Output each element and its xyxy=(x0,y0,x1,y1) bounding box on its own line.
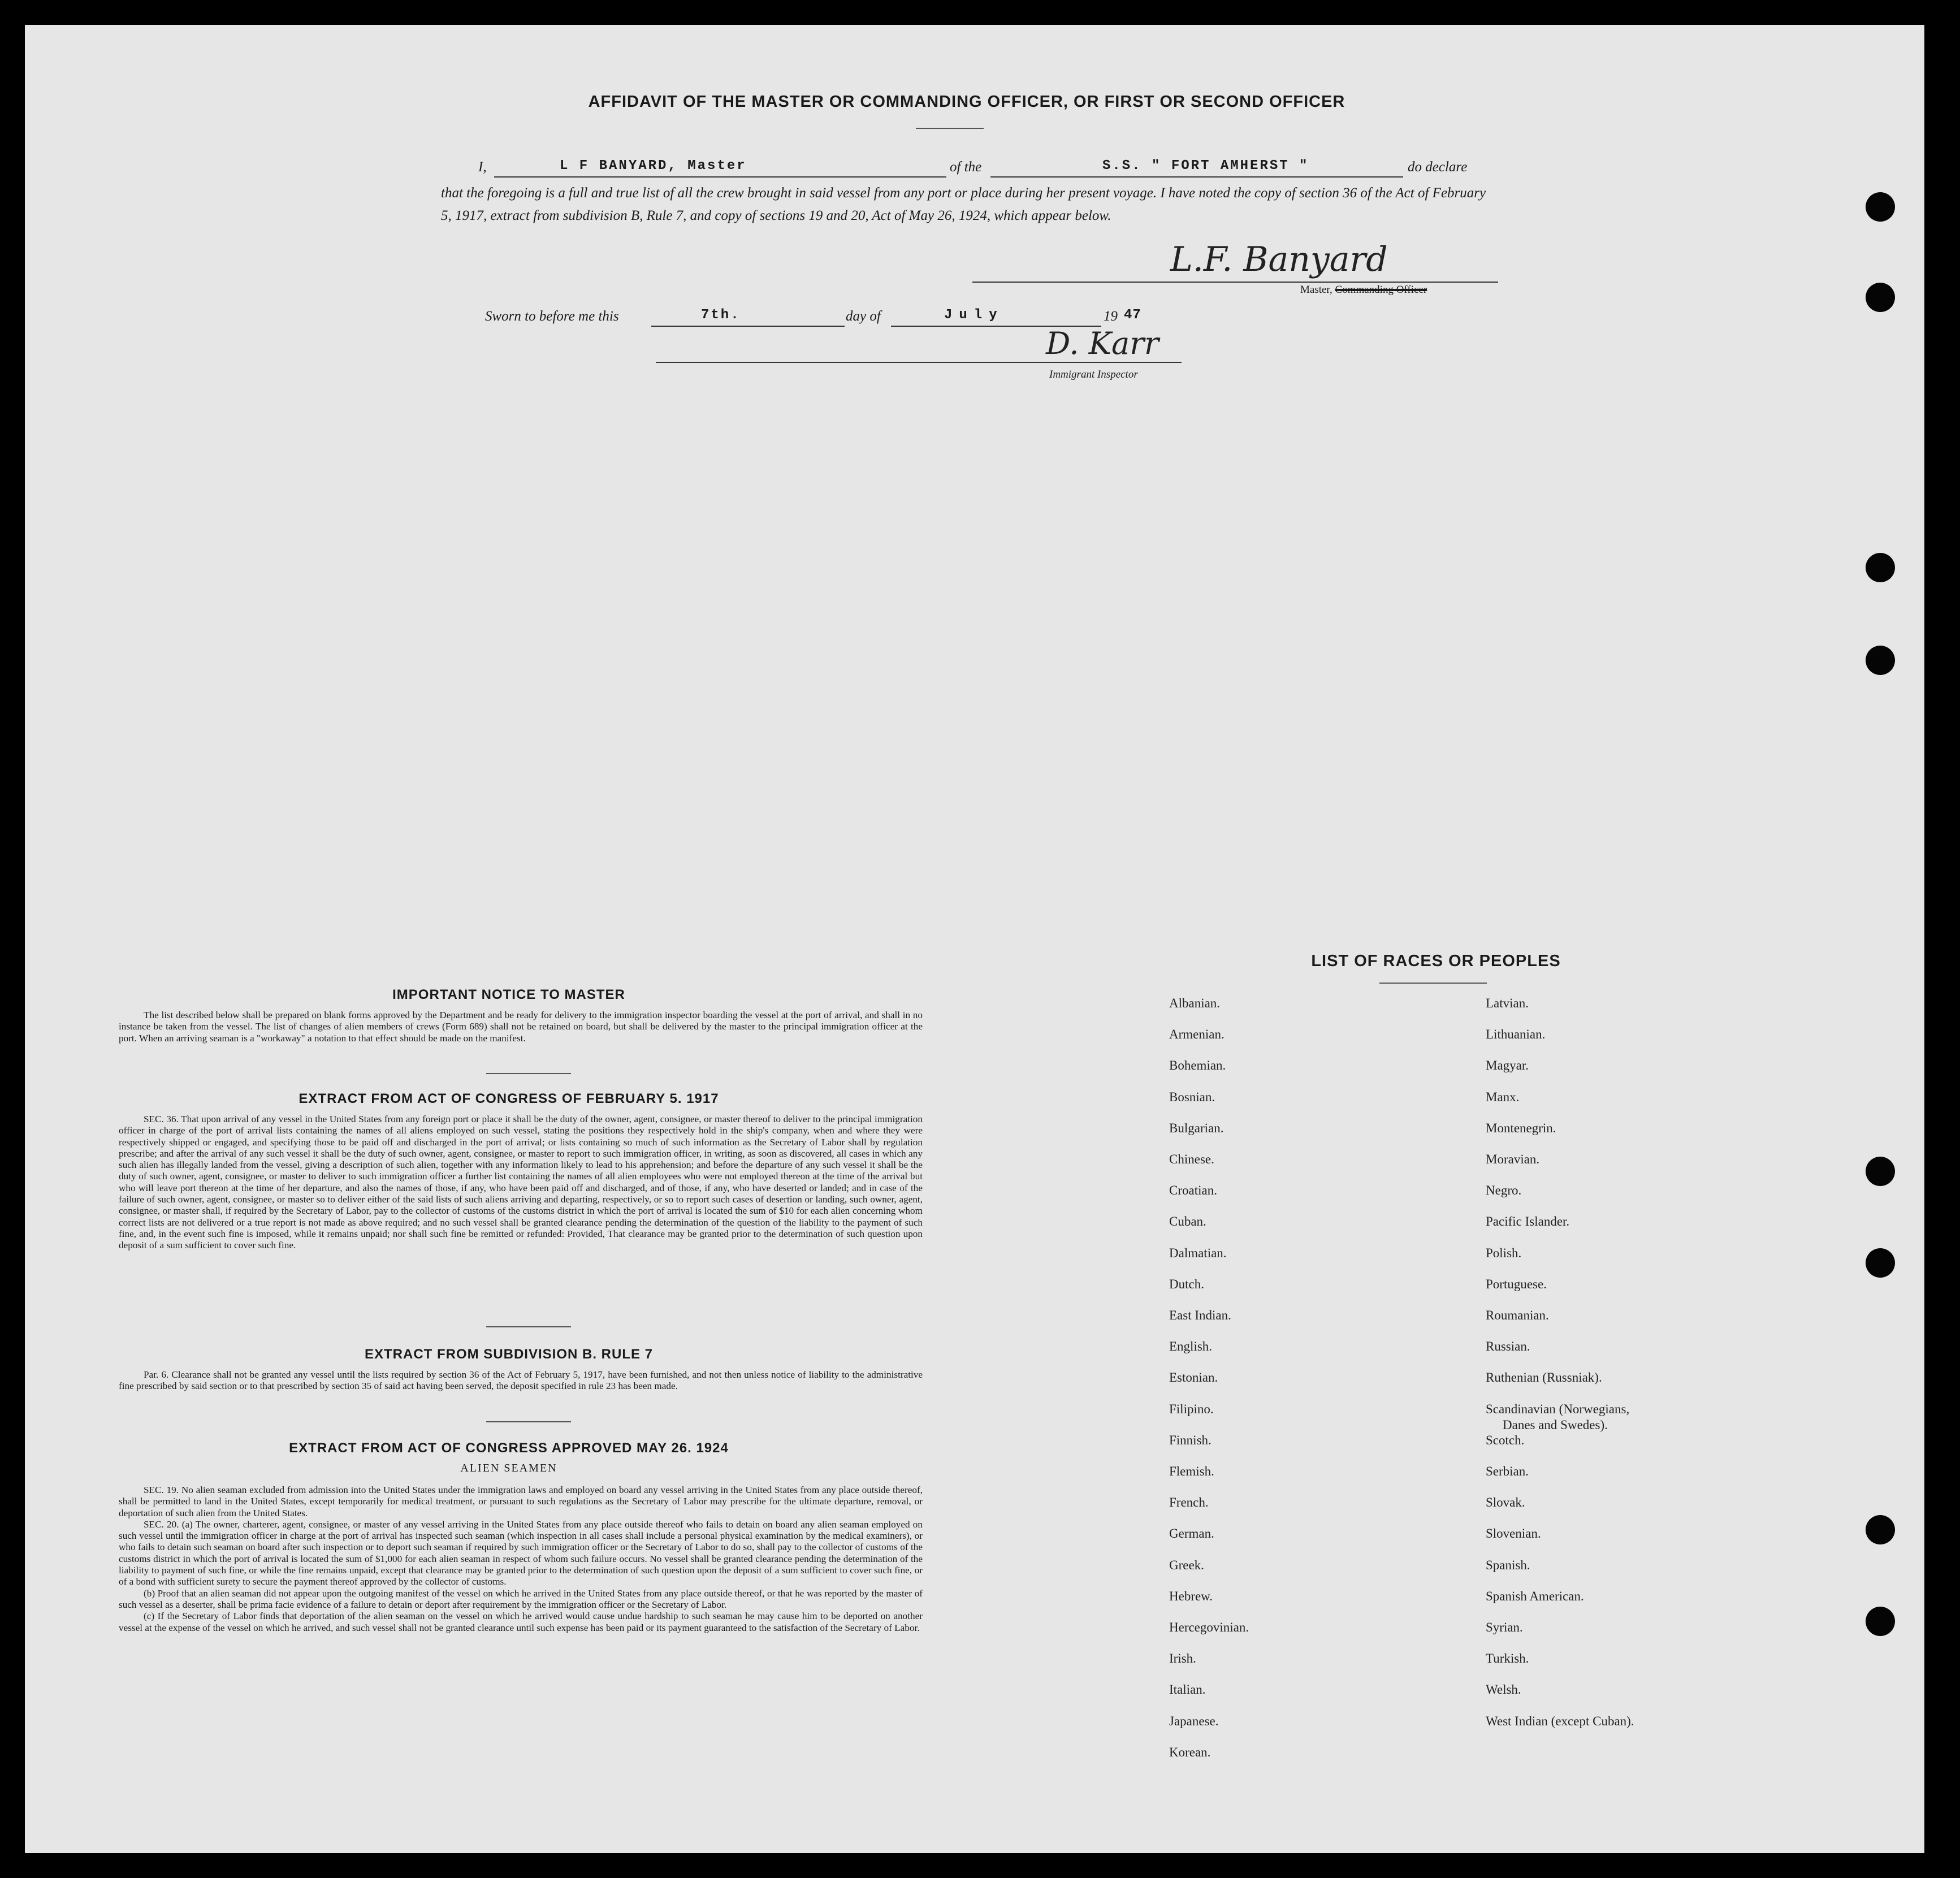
extract-1924-text xyxy=(119,1485,923,1634)
race-item: Spanish American. xyxy=(1486,1589,1584,1603)
race-item: Manx. xyxy=(1486,1089,1520,1104)
race-item: Danes and Swedes). xyxy=(1503,1417,1608,1432)
race-item: Scandinavian (Norwegians, xyxy=(1486,1401,1630,1416)
inspector-label: Immigrant Inspector xyxy=(1049,369,1138,380)
race-item: Hebrew. xyxy=(1169,1589,1213,1603)
punch-hole xyxy=(1866,1515,1895,1544)
year-typed: 47 xyxy=(1124,308,1141,323)
race-item: Irish. xyxy=(1169,1651,1196,1666)
race-item: Roumanian. xyxy=(1486,1308,1549,1322)
section-divider xyxy=(486,1421,571,1422)
race-item: Japanese. xyxy=(1169,1713,1219,1728)
race-item: Bulgarian. xyxy=(1169,1120,1224,1135)
race-item: East Indian. xyxy=(1169,1308,1231,1322)
race-item: West Indian (except Cuban). xyxy=(1486,1713,1634,1728)
race-item: Korean. xyxy=(1169,1745,1211,1759)
extract-rule7-title: EXTRACT FROM SUBDIVISION B. RULE 7 xyxy=(364,1347,654,1362)
race-item: Syrian. xyxy=(1486,1620,1523,1634)
race-item: English. xyxy=(1169,1339,1213,1354)
vessel-name-typed: S.S. " FORT AMHERST " xyxy=(1102,158,1309,174)
affidavit-body: that the foregoing is a full and true list of all the crew brought in said vessel from any port or place during her present voyage. I have noted the copy of section 36 of the Act of February 5, 1917, extract from subdivision B, Rule 7, and copy of sections 19 and 20, Act of May 26, 1924, which appear below. xyxy=(441,185,1486,223)
race-item: Bosnian. xyxy=(1169,1089,1215,1104)
title-divider xyxy=(916,128,984,129)
race-item: German. xyxy=(1169,1526,1214,1541)
i-label: I, xyxy=(478,159,487,175)
race-item: Montenegrin. xyxy=(1486,1120,1556,1135)
race-item: Chinese. xyxy=(1169,1152,1214,1166)
race-item: Italian. xyxy=(1169,1682,1206,1697)
race-item: Welsh. xyxy=(1486,1682,1521,1697)
race-item: Hercegovinian. xyxy=(1169,1620,1249,1634)
race-item: Estonian. xyxy=(1169,1370,1218,1385)
sec36-paragraph: SEC. 36. That upon arrival of any vessel in the United States from any foreign port or place it shall be the duty of the owner, agent, consignee, or master thereof to deliver to the principal immigration officer in charge of the port of arrival lists containing the names of all aliens employed on such vessel, stating the positions they respectively hold in the ship's company, when and where they were respectively shipped or engaged, and specifying those to be paid off and discharged in the port of arrival; or lists containing so much of such information as the Secretary of Labor shall by regulation prescribe; and after the arrival of any such vessel it shall be the duty of such owner, agent, consignee, or master to report to such immigration officer, in writing, as soon as discovered, all cases in which any such alien has illegally landed from the vessel, giving a description of such alien, together with any information likely to lead to his apprehension; and before the departure of any such vessel it shall be the duty of such owner, agent, consignee, or master to deliver to such immigration officer a further list containing the names of all alien employees who were not employed thereon at the time of the arrival but who will leave port thereon at the time of her departure, and also the names of those, if any, who have been paid off and discharged, and of those, if any, who have deserted or landed; and in case of the failure of such owner, agent, consignee, or master so to deliver either of the said lists of such aliens arriving and departing, respectively, or so to report such cases of desertion or landing, such owner, agent, consignee, or master shall, if required by the Secretary of Labor, pay to the collector of customs of the customs district in which the port of arrival is located the sum of $10 for each alien concerning whom correct lists are not delivered or a true report is not made as above required; and no such vessel shall be granted clearance pending the determination of the question of the liability to the payment of such fine, and, in the event such fine is imposed, while it remains unpaid; nor shall such fine be remitted or refunded: Provided, That clearance may be granted prior to the determination of such question upon deposit of a sum sufficient to cover such fine. xyxy=(119,1114,923,1251)
of-the-label: of the xyxy=(950,159,982,175)
race-item: Serbian. xyxy=(1486,1464,1529,1478)
notice-text xyxy=(119,1010,923,1044)
race-item: Albanian. xyxy=(1169,996,1221,1010)
extract-rule7-text xyxy=(119,1369,923,1392)
month-typed: July xyxy=(944,308,1004,323)
master-label xyxy=(1300,284,1427,296)
race-item: Dutch. xyxy=(1169,1276,1204,1291)
sec20a-paragraph: SEC. 20. (a) The owner, charterer, agent, consignee, or master of any vessel arriving in the United States from any place outside thereof who fails to detain on board any alien seaman employed on such vessel until the immigration officer in charge at the port of arrival has inspected such seaman (which inspection in all cases shall include a personal physical examination by the medical examiners), or who fails to detain such seaman on board after such inspection or to deport such seaman if required by such immigration officer or the Secretary of Labor to do so, shall pay to the collector of customs of the customs district in which the port of arrival is located the sum of $1,000 for each alien seaman in respect of whom such failure occurs. No vessel shall be granted clearance pending the determination of the liability to payment of such fine, or while the fine remains unpaid, except that clearance may be granted prior to the determination of such question upon the deposit of a sum sufficient to cover such fine, or of a bond with sufficient surety to secure the payment thereof approved by the collector of customs. xyxy=(119,1518,923,1587)
race-item: Dalmatian. xyxy=(1169,1245,1227,1260)
day-line xyxy=(651,309,845,327)
master-signature: L.F. Banyard xyxy=(1170,240,1388,279)
race-item: Negro. xyxy=(1486,1183,1522,1198)
extract-1917-text xyxy=(119,1114,923,1252)
race-item: Armenian. xyxy=(1169,1027,1225,1042)
day-typed: 7th. xyxy=(701,308,741,323)
struck-title: Commanding Officer xyxy=(1335,284,1427,296)
races-title-divider xyxy=(1379,983,1487,984)
section-divider xyxy=(486,1073,571,1074)
races-title: LIST OF RACES OR PEOPLES xyxy=(1311,952,1561,970)
alien-seamen-subtitle: ALIEN SEAMEN xyxy=(460,1462,557,1474)
race-item: Latvian. xyxy=(1486,996,1529,1010)
notice-title: IMPORTANT NOTICE TO MASTER xyxy=(392,987,625,1002)
year-prefix: 19 xyxy=(1104,309,1118,324)
race-item: Ruthenian (Russniak). xyxy=(1486,1370,1602,1385)
race-item: Filipino. xyxy=(1169,1401,1214,1416)
race-item: Bohemian. xyxy=(1169,1058,1226,1073)
inspector-signature: D. Karr xyxy=(1046,326,1159,361)
race-item: Pacific Islander. xyxy=(1486,1214,1570,1229)
sec20b-paragraph: (b) Proof that an alien seaman did not appear upon the outgoing manifest of the vessel on which he arrived in the United States from any place outside thereof, or that he was reported by the master of such vessel as a deserter, shall be prima facie evidence of a failure to detain or deport after requirement by the immigration officer or the Secretary of Labor. xyxy=(119,1587,923,1610)
punch-hole xyxy=(1866,1248,1895,1278)
sec20c-paragraph: (c) If the Secretary of Labor finds that deportation of the alien seaman on the vessel on which he arrived would cause undue hardship to such seaman he may cause him to be deported on another vessel at the expense of the vessel on which he arrived, and such vessel shall not be granted clearance until such expense has been paid or its payment guaranteed to the satisfaction of the Secretary of Labor. xyxy=(119,1611,923,1633)
race-item: Croatian. xyxy=(1169,1183,1217,1198)
affidavit-title: AFFIDAVIT OF THE MASTER OR COMMANDING OFFICER, OR FIRST OR SECOND OFFICER xyxy=(588,93,1345,111)
race-item: Slovenian. xyxy=(1486,1526,1541,1541)
punch-hole xyxy=(1866,192,1895,222)
race-item: Scotch. xyxy=(1486,1433,1525,1447)
punch-hole xyxy=(1866,646,1895,675)
race-item: Turkish. xyxy=(1486,1651,1529,1666)
punch-hole xyxy=(1866,283,1895,312)
extract-1924-title: EXTRACT FROM ACT OF CONGRESS APPROVED MAY 26. 1924 xyxy=(289,1440,729,1456)
notice-paragraph: The list described below shall be prepared on blank forms approved by the Department and be ready for delivery to the immigration inspector boarding the vessel at the port of arrival, and shall in no instance be taken from the vessel. The list of changes of alien members of crews (Form 689) shall not be retained on board, but shall be delivered by the master to the principal immigration officer at the port. When an arriving seaman is a "workaway" a notation to that effect should be made on the manifest. xyxy=(119,1010,923,1044)
race-item: Lithuanian. xyxy=(1486,1027,1546,1042)
sec19-paragraph: SEC. 19. No alien seaman excluded from admission into the United States under the immigration laws and employed on board any vessel arriving in the United States from any place outside thereof, shall be permitted to land in the United States, except temporarily for medical treatment, or pursuant to such regulations as the Secretary of Labor may prescribe for the ultimate departure, removal, or deportation of such alien from the United States. xyxy=(119,1485,923,1518)
punch-hole xyxy=(1866,1607,1895,1636)
race-item: Moravian. xyxy=(1486,1152,1540,1166)
punch-hole xyxy=(1866,1157,1895,1186)
race-item: Greek. xyxy=(1169,1557,1204,1572)
master-name-typed: L F BANYARD, Master xyxy=(560,158,747,174)
race-item: Flemish. xyxy=(1169,1464,1214,1478)
race-item: Finnish. xyxy=(1169,1433,1212,1447)
race-item: Polish. xyxy=(1486,1245,1522,1260)
race-item: French. xyxy=(1169,1495,1209,1510)
punch-hole xyxy=(1866,553,1895,582)
par6-paragraph: Par. 6. Clearance shall not be granted any vessel until the lists required by section 36 of the Act of February 5, 1917, have been furnished, and not then unless notice of liability to the administrative fine prescribed by said section or to that prescribed by section 35 of said act having been served, the deposit specified in rule 23 has been made. xyxy=(119,1369,923,1392)
do-declare-label: do declare xyxy=(1408,159,1468,175)
sworn-label: Sworn to before me this xyxy=(485,309,619,324)
race-item: Cuban. xyxy=(1169,1214,1206,1229)
race-item: Spanish. xyxy=(1486,1557,1530,1572)
race-item: Magyar. xyxy=(1486,1058,1529,1073)
extract-1917-title: EXTRACT FROM ACT OF CONGRESS OF FEBRUARY 5. 1917 xyxy=(298,1091,719,1106)
day-of-label: day of xyxy=(846,309,881,324)
race-item: Slovak. xyxy=(1486,1495,1525,1510)
section-divider xyxy=(486,1326,571,1327)
race-item: Portuguese. xyxy=(1486,1276,1547,1291)
race-item: Russian. xyxy=(1486,1339,1530,1354)
master-label-text: Master, xyxy=(1300,284,1332,296)
